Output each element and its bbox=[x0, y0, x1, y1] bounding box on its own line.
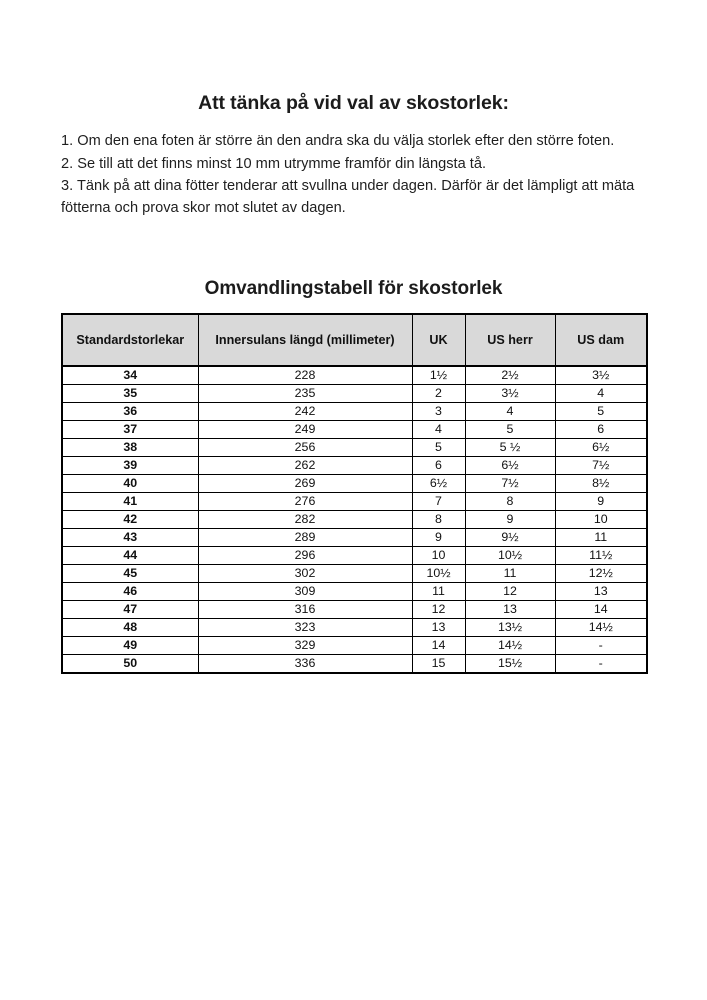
cell-insole-length: 249 bbox=[198, 421, 412, 439]
section-title: Omvandlingstabell för skostorlek bbox=[204, 277, 503, 299]
cell-us-men: 11 bbox=[465, 565, 555, 583]
cell-uk: 3 bbox=[412, 403, 465, 421]
cell-insole-length: 256 bbox=[198, 439, 412, 457]
column-header-us-women: US dam bbox=[555, 314, 647, 366]
column-header-us-men: US herr bbox=[465, 314, 555, 366]
cell-standard-size: 43 bbox=[62, 529, 198, 547]
table-row bbox=[62, 655, 647, 674]
table-row bbox=[62, 366, 647, 385]
column-header-uk: UK bbox=[412, 314, 465, 366]
cell-uk: 13 bbox=[412, 619, 465, 637]
cell-standard-size: 36 bbox=[62, 403, 198, 421]
table-row bbox=[62, 439, 647, 457]
cell-standard-size: 48 bbox=[62, 619, 198, 637]
cell-uk: 7 bbox=[412, 493, 465, 511]
cell-us-women: 11 bbox=[555, 529, 647, 547]
cell-uk: 11 bbox=[412, 583, 465, 601]
cell-standard-size: 45 bbox=[62, 565, 198, 583]
cell-insole-length: 296 bbox=[198, 547, 412, 565]
cell-standard-size: 44 bbox=[62, 547, 198, 565]
cell-uk: 1½ bbox=[412, 366, 465, 385]
column-header-standard-sizes: Standardstorlekar bbox=[62, 314, 198, 366]
cell-us-women: - bbox=[555, 655, 647, 674]
table-header-row bbox=[62, 314, 647, 366]
cell-us-men: 13½ bbox=[465, 619, 555, 637]
cell-insole-length: 302 bbox=[198, 565, 412, 583]
cell-insole-length: 316 bbox=[198, 601, 412, 619]
table-row bbox=[62, 511, 647, 529]
cell-uk: 10 bbox=[412, 547, 465, 565]
cell-us-men: 4 bbox=[465, 403, 555, 421]
cell-insole-length: 309 bbox=[198, 583, 412, 601]
cell-us-women: 14 bbox=[555, 601, 647, 619]
cell-insole-length: 235 bbox=[198, 385, 412, 403]
cell-standard-size: 40 bbox=[62, 475, 198, 493]
cell-us-men: 6½ bbox=[465, 457, 555, 475]
table-row bbox=[62, 601, 647, 619]
cell-standard-size: 46 bbox=[62, 583, 198, 601]
cell-uk: 14 bbox=[412, 637, 465, 655]
table-row bbox=[62, 421, 647, 439]
table-body bbox=[62, 366, 647, 673]
cell-us-men: 10½ bbox=[465, 547, 555, 565]
tip-item: 1. Om den ena foten är större än den andra ska du välja storlek efter den större foten. bbox=[61, 133, 615, 149]
cell-us-men: 12 bbox=[465, 583, 555, 601]
cell-uk: 6 bbox=[412, 457, 465, 475]
table-row bbox=[62, 547, 647, 565]
cell-us-men: 15½ bbox=[465, 655, 555, 674]
cell-us-men: 9 bbox=[465, 511, 555, 529]
cell-us-women: 6½ bbox=[555, 439, 647, 457]
cell-standard-size: 42 bbox=[62, 511, 198, 529]
cell-insole-length: 282 bbox=[198, 511, 412, 529]
cell-uk: 6½ bbox=[412, 475, 465, 493]
cell-uk: 15 bbox=[412, 655, 465, 674]
cell-uk: 5 bbox=[412, 439, 465, 457]
cell-us-men: 5 bbox=[465, 421, 555, 439]
cell-standard-size: 34 bbox=[62, 366, 198, 385]
cell-insole-length: 323 bbox=[198, 619, 412, 637]
table-row bbox=[62, 619, 647, 637]
cell-insole-length: 289 bbox=[198, 529, 412, 547]
cell-uk: 9 bbox=[412, 529, 465, 547]
tips-list bbox=[61, 131, 647, 220]
cell-us-women: 12½ bbox=[555, 565, 647, 583]
size-conversion-table-container bbox=[61, 313, 646, 674]
cell-insole-length: 329 bbox=[198, 637, 412, 655]
cell-standard-size: 37 bbox=[62, 421, 198, 439]
size-conversion-table bbox=[61, 313, 648, 674]
page-title: Att tänka på vid val av skostorlek: bbox=[198, 92, 509, 115]
table-row bbox=[62, 529, 647, 547]
cell-standard-size: 35 bbox=[62, 385, 198, 403]
cell-insole-length: 228 bbox=[198, 366, 412, 385]
cell-standard-size: 49 bbox=[62, 637, 198, 655]
table-row bbox=[62, 403, 647, 421]
cell-us-women: 3½ bbox=[555, 366, 647, 385]
tip-item: 2. Se till att det finns minst 10 mm utrymme framför din längsta tå. bbox=[61, 155, 487, 172]
cell-us-women: 11½ bbox=[555, 547, 647, 565]
cell-us-women: 14½ bbox=[555, 619, 647, 637]
cell-uk: 12 bbox=[412, 601, 465, 619]
cell-us-women: 9 bbox=[555, 493, 647, 511]
cell-us-men: 13 bbox=[465, 601, 555, 619]
cell-us-women: 10 bbox=[555, 511, 647, 529]
cell-us-men: 7½ bbox=[465, 475, 555, 493]
table-row bbox=[62, 475, 647, 493]
cell-us-men: 8 bbox=[465, 493, 555, 511]
cell-insole-length: 262 bbox=[198, 457, 412, 475]
table-row bbox=[62, 493, 647, 511]
cell-standard-size: 50 bbox=[62, 655, 198, 674]
cell-us-women: 6 bbox=[555, 421, 647, 439]
cell-us-men: 3½ bbox=[465, 385, 555, 403]
cell-us-women: 5 bbox=[555, 403, 647, 421]
table-row bbox=[62, 385, 647, 403]
cell-us-women: 4 bbox=[555, 385, 647, 403]
tip-item: 3. Tänk på att dina fötter tenderar att svullna under dagen. Därför är det lämpligt att mäta fötterna och prova skor mot slutet av dagen. bbox=[61, 178, 635, 216]
cell-us-women: 13 bbox=[555, 583, 647, 601]
cell-standard-size: 41 bbox=[62, 493, 198, 511]
cell-insole-length: 276 bbox=[198, 493, 412, 511]
cell-us-men: 5 ½ bbox=[465, 439, 555, 457]
cell-us-men: 9½ bbox=[465, 529, 555, 547]
cell-standard-size: 39 bbox=[62, 457, 198, 475]
cell-us-women: 7½ bbox=[555, 457, 647, 475]
table-row bbox=[62, 565, 647, 583]
cell-us-men: 2½ bbox=[465, 366, 555, 385]
cell-insole-length: 336 bbox=[198, 655, 412, 674]
cell-insole-length: 269 bbox=[198, 475, 412, 493]
cell-uk: 8 bbox=[412, 511, 465, 529]
cell-uk: 2 bbox=[412, 385, 465, 403]
cell-us-women: - bbox=[555, 637, 647, 655]
cell-uk: 10½ bbox=[412, 565, 465, 583]
cell-us-women: 8½ bbox=[555, 475, 647, 493]
cell-us-men: 14½ bbox=[465, 637, 555, 655]
column-header-insole-length: Innersulans längd (millimeter) bbox=[198, 314, 412, 366]
table-row bbox=[62, 583, 647, 601]
table-row bbox=[62, 457, 647, 475]
cell-uk: 4 bbox=[412, 421, 465, 439]
table-row bbox=[62, 637, 647, 655]
cell-standard-size: 47 bbox=[62, 601, 198, 619]
cell-standard-size: 38 bbox=[62, 439, 198, 457]
cell-insole-length: 242 bbox=[198, 403, 412, 421]
